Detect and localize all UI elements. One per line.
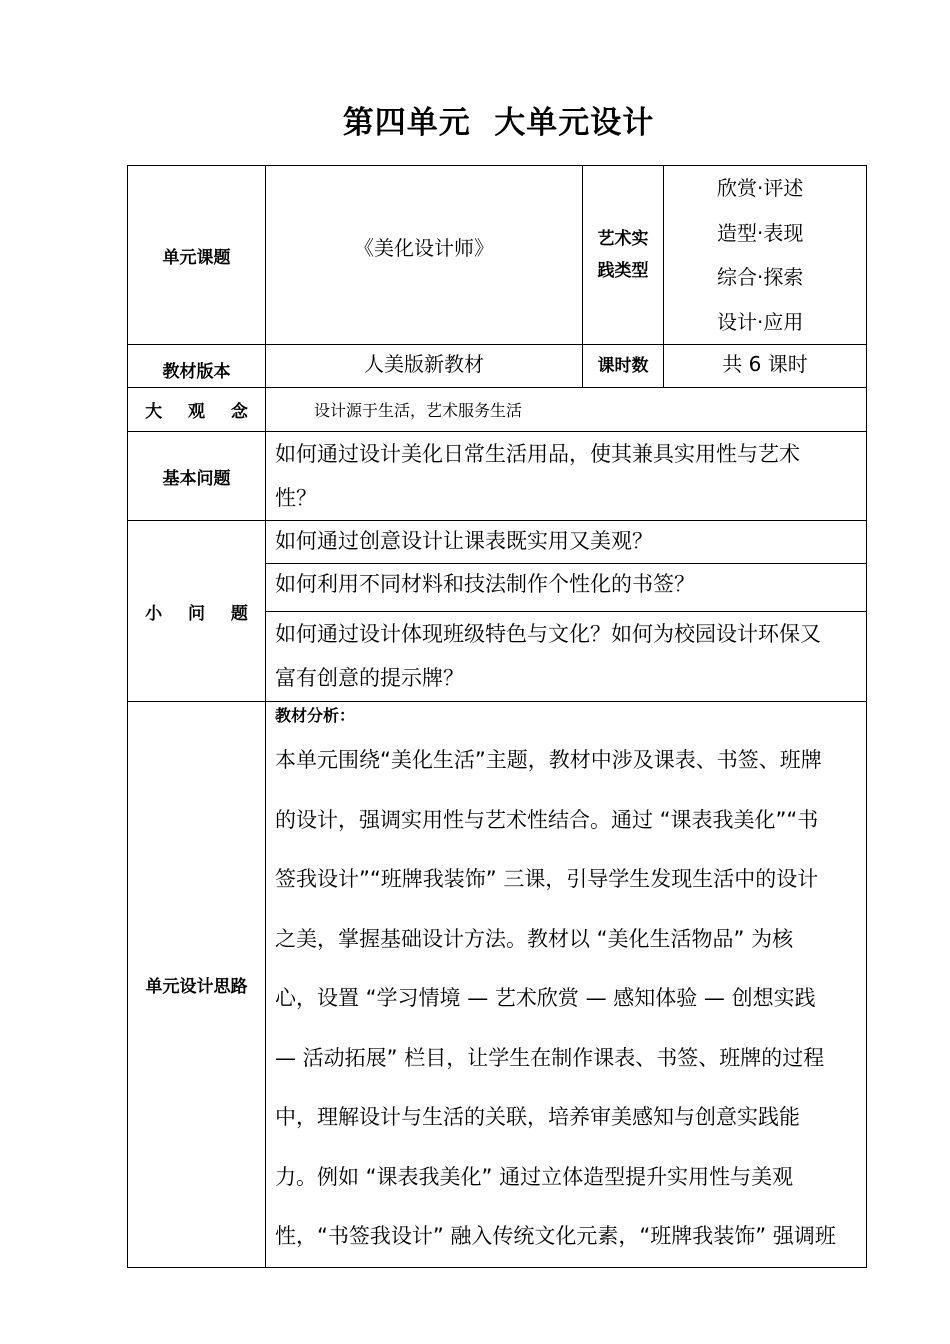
design-label: 单元设计思路: [128, 702, 266, 1268]
practice-type-item: 设计·应用: [717, 309, 804, 334]
row-big-idea: [128, 388, 867, 432]
practice-type-label-line-1: 艺术实: [597, 229, 649, 249]
basic-question-label: 基本问题: [128, 432, 266, 521]
analysis-line: 签我设计”“班牌我装饰” 三课，引导学生发现生活中的设计: [275, 867, 819, 891]
small-question-item-multi: [266, 612, 867, 702]
practice-type-item: 欣赏·评述: [717, 176, 804, 200]
textbook-value: 人美版新教材: [266, 345, 583, 388]
row-small-question-1: [128, 521, 867, 564]
row-design-idea: [128, 702, 867, 1268]
practice-types-list: [664, 166, 867, 345]
unit-topic-cell: [266, 166, 583, 345]
unit-topic-label: 单元课题: [128, 166, 266, 345]
analysis-line: 力。例如 “课表我美化” 通过立体造型提升实用性与美观: [275, 1164, 794, 1189]
hours-label: 课时数: [583, 345, 664, 388]
analysis-line: 中，理解设计与生活的关联，培养审美感知与创意实践能: [275, 1105, 800, 1129]
basic-question-line: 如何通过设计美化日常生活用品，使其兼具实用性与艺术: [275, 442, 800, 466]
analysis-line: — 活动拓展” 栏目，让学生在制作课表、书签、班牌的过程: [275, 1045, 825, 1070]
analysis-line: 本单元围绕“美化生活”主题，教材中涉及课表、书签、班牌: [275, 748, 822, 772]
row-unit-topic: [128, 166, 867, 345]
analysis-heading: 教材分析：: [275, 706, 356, 725]
practice-type-item: 造型·表现: [717, 220, 804, 245]
basic-question-line: 性？: [275, 486, 317, 510]
hours-value: 共 6 课时: [664, 345, 867, 388]
row-basic-question: [128, 432, 867, 521]
unit-design-table: [127, 165, 867, 1268]
design-content: [266, 702, 867, 1268]
small-question-item: 如何通过创意设计让课表既实用又美观？: [266, 521, 867, 564]
analysis-body: [275, 731, 858, 1267]
page-title: 第四单元 大单元设计: [342, 105, 655, 141]
basic-question-cell: [266, 432, 867, 521]
analysis-line: 性，“书签我设计” 融入传统文化元素，“班牌我装饰” 强调班: [275, 1224, 836, 1248]
row-textbook: [128, 345, 867, 388]
big-idea-value: 设计源于生活，艺术服务生活: [266, 388, 867, 432]
small-question-label: 小 问 题: [128, 521, 266, 702]
small-question-item: 如何利用不同材料和技法制作个性化的书签？: [266, 564, 867, 612]
practice-type-label: [583, 166, 664, 345]
small-question-line: 富有创意的提示牌？: [275, 666, 464, 690]
small-question-line: 如何通过设计体现班级特色与文化？如何为校园设计环保又: [275, 622, 821, 646]
analysis-line: 之美，掌握基础设计方法。教材以 “美化生活物品” 为核: [275, 926, 794, 951]
practice-type-item: 综合·探索: [717, 265, 804, 289]
big-idea-label: 大 观 念: [128, 388, 266, 432]
analysis-line: 心，设置 “学习情境 — 艺术欣赏 — 感知体验 — 创想实践: [275, 986, 816, 1010]
textbook-label: 教材版本: [128, 345, 266, 388]
analysis-line: 的设计，强调实用性与艺术性结合。通过 “课表我美化”“书: [275, 807, 819, 832]
practice-type-label-line-2: 践类型: [597, 261, 649, 281]
unit-topic-value: 《美化设计师》: [354, 235, 494, 260]
